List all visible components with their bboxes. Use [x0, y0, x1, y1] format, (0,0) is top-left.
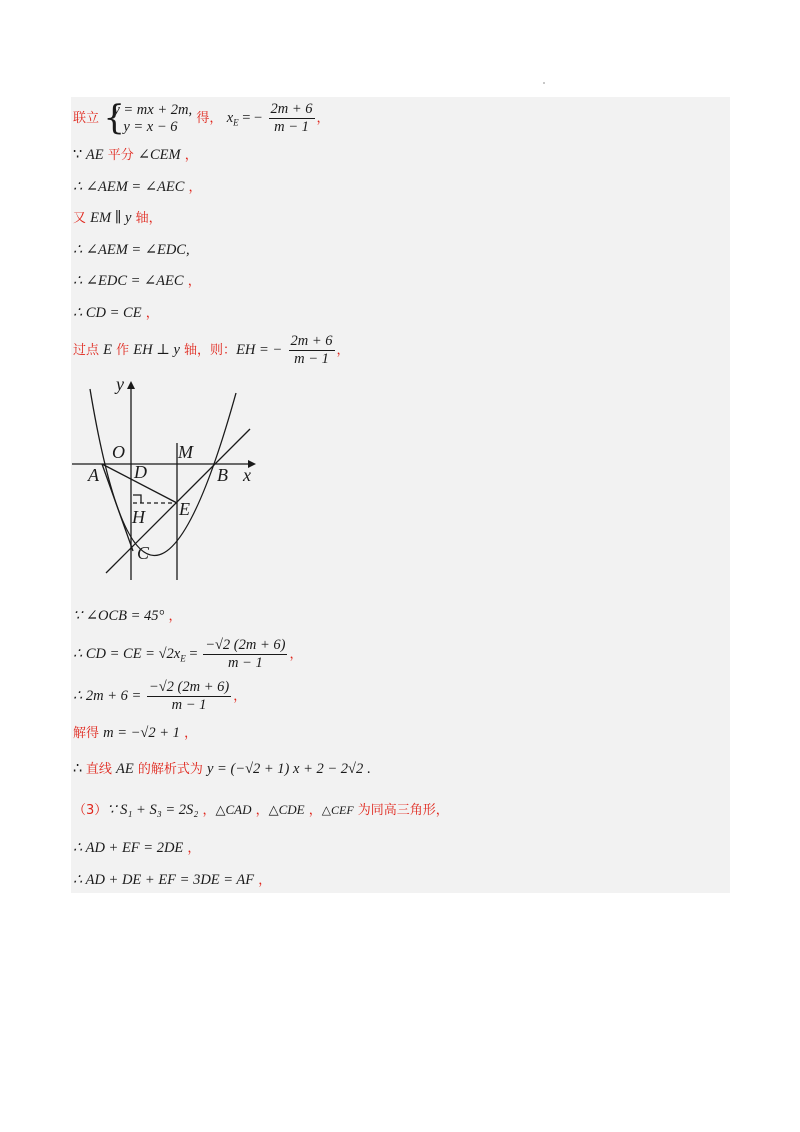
you-text: 又 — [73, 211, 91, 226]
ae-equation: y = (−√2 + 1) x + 2 − 2√2 — [206, 761, 364, 777]
eh-numerator: 2m + 6 — [290, 333, 333, 349]
solve-m-line — [73, 724, 197, 743]
angle-equality-line-1 — [73, 178, 202, 197]
eh-perp-y: EH ⊥ y — [133, 342, 180, 358]
m-value: m = −√2 + 1 — [103, 725, 180, 741]
label-m: M — [178, 442, 193, 462]
comma: ， — [251, 803, 269, 818]
same-height-text: 为同高三角形， — [353, 803, 449, 818]
comma: ， — [184, 180, 202, 195]
angle-aem-edc: ∴ ∠AEM = ∠EDC, — [73, 242, 190, 258]
bisector-line — [73, 146, 198, 165]
point-e: E — [103, 342, 112, 358]
triangle-cde: △CDE — [268, 802, 305, 817]
xe-subscript: E — [180, 653, 186, 664]
angle-ocb: ∵ ∠OCB = 45° — [73, 608, 165, 624]
ad-plus-ef: ∴ AD + EF = 2DE — [73, 840, 184, 856]
comma: ， — [198, 803, 216, 818]
label-y: y — [116, 375, 124, 394]
m-denominator: m − 1 — [171, 697, 207, 713]
comma: ， — [141, 306, 159, 321]
right-angle-mark — [133, 495, 141, 503]
axis-then-text: 轴，则： — [179, 343, 237, 358]
comma: ， — [254, 873, 272, 888]
xe-symbol: x — [226, 110, 234, 126]
angle-ocb-line — [73, 607, 181, 626]
comma: ， — [183, 274, 201, 289]
m-fraction — [147, 679, 231, 714]
eh-fraction — [289, 333, 335, 368]
area-relation: ∵ S₁ + S₃ = 2S₂ — [107, 802, 199, 818]
period: . — [363, 761, 371, 777]
guodian-text: 过点 — [73, 343, 104, 358]
comma: ， — [233, 689, 247, 704]
comma: ， — [180, 148, 198, 163]
equation-2: y = x − 6 — [123, 118, 178, 135]
parabola-curve — [90, 389, 236, 556]
cd-ce-root2-xe: ∴ CD = CE = √2x — [73, 646, 181, 662]
eh-denominator: m − 1 — [294, 351, 329, 367]
label-h: H — [132, 507, 145, 527]
lianli-text: 联立 — [73, 111, 100, 126]
label-c: C — [137, 543, 150, 563]
parallel-line — [73, 209, 162, 228]
because-symbol: ∵ — [73, 147, 86, 163]
cd-ce-expression-line — [73, 637, 302, 672]
zhixian-text: 直线 — [85, 762, 116, 777]
af-line — [73, 871, 271, 890]
part-three-label: （3） — [73, 803, 108, 818]
angle-equality-line-3 — [73, 272, 201, 291]
zuo-text: 作 — [112, 343, 134, 358]
m-numerator: −√2 (2m + 6) — [148, 679, 230, 695]
xe-numerator: 2m + 6 — [270, 101, 313, 117]
eh-equals: EH = − — [236, 342, 283, 358]
xe-fraction — [269, 101, 315, 136]
comma: ， — [289, 647, 303, 662]
part-three-line — [73, 801, 449, 820]
angle-equality-line-2 — [73, 241, 190, 259]
page-marker-dot — [543, 82, 545, 84]
equation-for-m-line — [73, 679, 246, 714]
comma: ， — [336, 343, 350, 358]
jiede-text: 解得 — [73, 726, 104, 741]
perpendicular-line — [73, 333, 350, 368]
comma: ， — [179, 726, 198, 741]
ad-ef-line — [73, 839, 200, 858]
label-x: x — [243, 465, 251, 485]
xe-equals: = − — [238, 110, 263, 126]
comma: ， — [183, 841, 201, 856]
de-text: 得， — [196, 111, 223, 126]
comma: ， — [316, 111, 330, 126]
label-d: D — [134, 462, 147, 482]
therefore-symbol: ∴ — [73, 761, 86, 777]
label-o: O — [112, 442, 125, 462]
axis-text: 轴， — [131, 211, 162, 226]
equation-1: y = mx + 2m, — [113, 101, 193, 118]
ae-text: AE — [85, 147, 104, 163]
angle-aem-aec: ∴ ∠AEM = ∠AEC — [73, 179, 185, 195]
line-ae-formula-line — [73, 760, 370, 779]
em-parallel-y: EM ∥ y — [90, 210, 132, 226]
cd-denominator: m − 1 — [227, 655, 263, 671]
y-axis-arrow — [127, 381, 135, 389]
equals-sign: = — [185, 646, 202, 662]
af-relation: ∴ AD + DE + EF = 3DE = AF — [73, 872, 255, 888]
parabola-figure — [70, 375, 260, 585]
comma: ， — [164, 609, 182, 624]
ae-text: AE — [116, 761, 134, 777]
label-e: E — [179, 499, 190, 519]
cd-equals-ce: ∴ CD = CE — [73, 305, 142, 321]
cd-numerator: −√2 (2m + 6) — [205, 637, 286, 653]
triangle-cef: △CEF — [321, 803, 354, 817]
bisect-text: 平分 — [103, 148, 138, 163]
triangle-cad: △CAD — [215, 802, 252, 817]
comma: ， — [304, 803, 322, 818]
label-b: B — [217, 465, 228, 485]
cd-ce-line — [73, 304, 159, 323]
label-a: A — [88, 465, 99, 485]
two-m-plus-six: ∴ 2m + 6 = — [73, 688, 145, 704]
system-solve-line — [73, 97, 330, 138]
angle-cem: ∠CEM — [137, 147, 181, 163]
equation-system: { y = mx + 2m, y = x − 6 — [103, 97, 193, 138]
xe-denominator: m − 1 — [274, 119, 309, 135]
analytic-text: 的解析式为 — [133, 762, 207, 777]
cd-fraction — [203, 637, 287, 672]
xe-subscript: E — [233, 117, 239, 128]
angle-edc-aec: ∴ ∠EDC = ∠AEC — [73, 273, 184, 289]
